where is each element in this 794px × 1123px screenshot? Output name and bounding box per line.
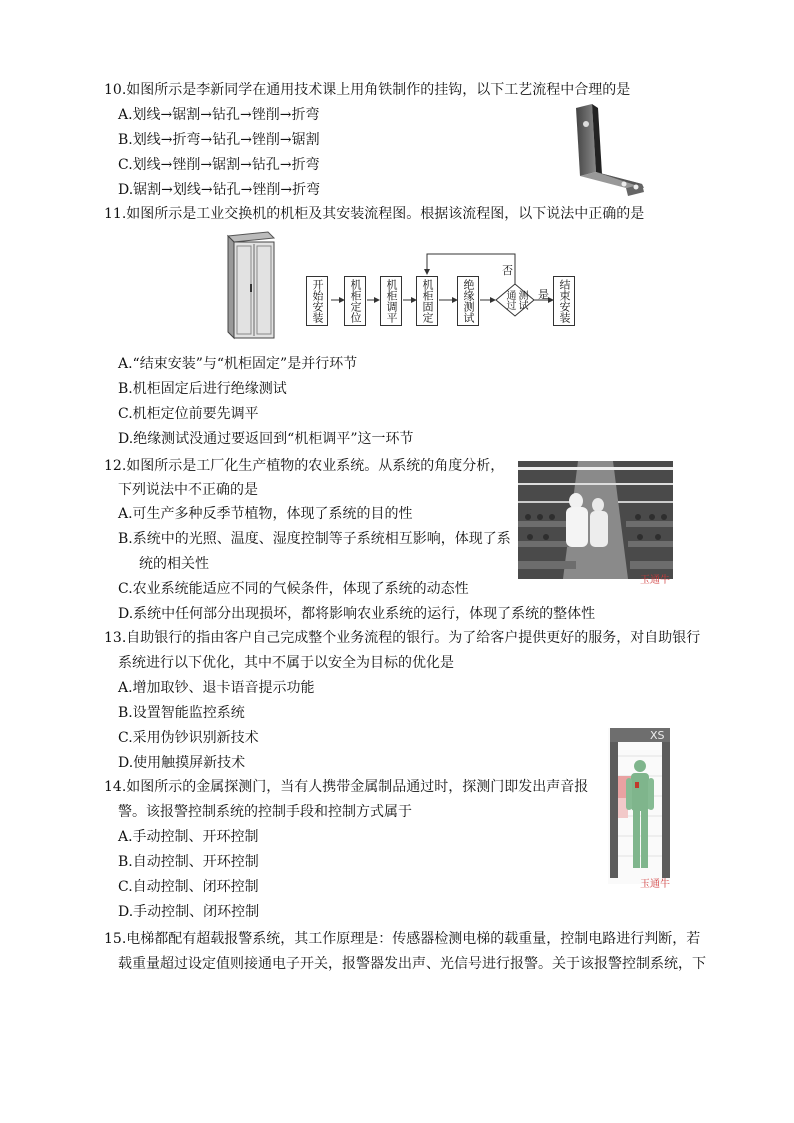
q10-stem: 10.如图所示是李新同学在通用技术课上用角铁制作的挂钩，以下工艺流程中合理的是 [104,82,631,98]
q14-option-b: B.自动控制、开环控制 [118,854,259,870]
q13-stem-line1: 13.自助银行的指由客户自己完成整个业务流程的银行。为了给客户提供更好的服务，对自助银行 [104,630,701,646]
q12-option-d: D.系统中任何部分出现损坏，都将影响农业系统的运行，体现了系统的整体性 [118,606,596,622]
flow-step-level [380,276,402,326]
q10-option-b: B.划线→折弯→钻孔→锉削→锯割 [118,132,320,148]
flow-step-position [344,276,366,326]
q12-option-b-cont: 统的相关性 [139,556,209,572]
q13-option-d: D.使用触摸屏新技术 [118,755,246,771]
q14-option-a: A.手动控制、开环控制 [118,829,259,845]
angle-iron-hook-image [566,102,648,198]
q14-watermark: 玉通牛 [640,879,670,890]
q12-option-a: A.可生产多种反季节植物，体现了系统的目的性 [118,506,413,522]
flow-yes-label: 是 [538,288,549,301]
flow-step-level-label: 机柜调平 [385,279,398,323]
q15-line1: 15.电梯都配有超载报警系统，其工作原理是：传感器检测电梯的载重量，控制电路进行判断，若 [104,931,701,947]
flow-step-position-label: 机柜定位 [349,279,362,323]
q13-option-a: A.增加取钞、退卡语音提示功能 [118,680,315,696]
flow-step-fix [416,276,438,326]
q12-option-b: B.系统中的光照、温度、湿度控制等子系统相互影响，体现了系 [118,531,511,547]
q11-option-b: B.机柜固定后进行绝缘测试 [118,381,287,397]
q13-option-b: B.设置智能监控系统 [118,705,245,721]
q11-option-a: A.“结束安装”与“机柜固定”是并行环节 [118,356,358,372]
q11-option-d: D.绝缘测试没通过要返回到“机柜调平”这一环节 [118,431,414,447]
cabinet-image [222,228,278,344]
q15-line2: 载重量超过设定值则接通电子开关，报警器发出声、光信号进行报警。关于该报警控制系统，下 [118,956,706,972]
q14-option-c: C.自动控制、闭环控制 [118,879,259,895]
q12-watermark: 玉通牛 [640,575,670,586]
flow-decision-label: 测试通过 [504,290,527,310]
metal-detector-door-image [604,726,676,886]
q10-option-c: C.划线→锉削→锯割→钻孔→折弯 [118,157,320,173]
q10-option-a: A.划线→锯割→钻孔→锉削→折弯 [118,107,320,123]
q11-stem: 11.如图所示是工业交换机的机柜及其安装流程图。根据该流程图，以下说法中正确的是 [104,206,645,222]
q12-stem-line2: 下列说法中不正确的是 [118,482,258,498]
flow-step-start-label: 开始安装 [311,279,324,323]
q12-option-c: C.农业系统能适应不同的气候条件，体现了系统的动态性 [118,581,469,597]
flow-step-end-label: 结束安装 [558,279,571,323]
q11-option-c: C.机柜定位前要先调平 [118,406,259,422]
flow-step-start [306,276,328,326]
q10-option-d: D.锯割→划线→钻孔→锉削→折弯 [118,182,321,198]
q12-stem-line1: 12.如图所示是工厂化生产植物的农业系统。从系统的角度分析， [104,458,505,474]
q14-stem-line1: 14.如图所示的金属探测门，当有人携带金属制品通过时，探测门即发出声音报 [104,779,589,795]
q13-option-c: C.采用伪钞识别新技术 [118,730,259,746]
flow-step-insulation [457,276,479,326]
detector-brand-label: XS [650,729,665,742]
q14-stem-line2: 警。该报警控制系统的控制手段和控制方式属于 [118,804,412,820]
flow-step-fix-label: 机柜固定 [421,279,434,323]
flow-step-end [553,276,575,326]
flow-no-label: 否 [502,264,513,277]
plant-factory-photo [518,461,673,579]
flow-step-insulation-label: 绝缘测试 [462,279,475,323]
q13-stem-line2: 系统进行以下优化，其中不属于以安全为目标的优化是 [118,655,454,671]
q14-option-d: D.手动控制、闭环控制 [118,904,260,920]
